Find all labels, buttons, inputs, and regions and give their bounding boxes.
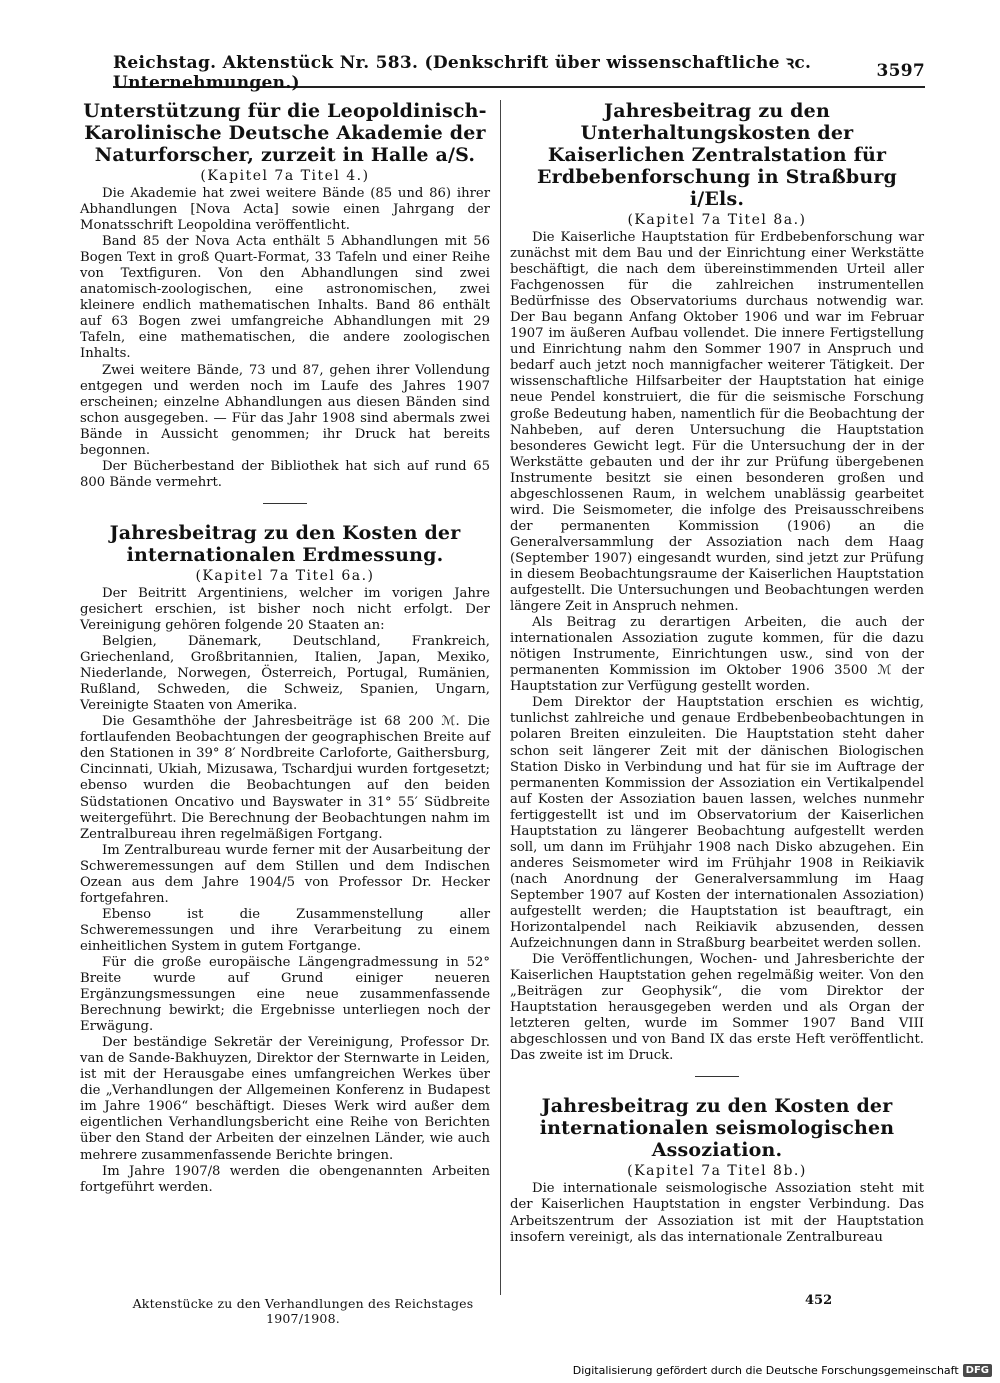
section-separator (263, 503, 307, 504)
section-reference: (Kapitel 7a Titel 6a.) (195, 567, 375, 584)
paragraph: Die Gesamthöhe der Jahresbeiträge ist 68 200 ℳ. Die fortlaufenden Beobachtungen der geographischen Breite auf den Stationen in 39° 8′ Nordbreite Carloforte, Gaithersburg, Cincinnati, Ukiah, Mizusawa, Tschardjui wurden fortgesetzt; ebenso wurden die Beobachtungen auf den beiden Südstationen Oncativo und Bayswater in 31° 55′ Südbreite weitergeführt. Die Berechnung der Beobachtungen nahm im Zentralbureau ihren regelmäßigen Fortgang. (80, 714, 490, 842)
paragraph: Band 85 der Nova Acta enthält 5 Abhandlungen mit 56 Bogen Text in groß Quart-Format, 33 Tafeln und einer Reihe von Textfiguren. Von den Abhandlungen sind zwei anatomisch-zoologischen, eine astronomischen, zwei kleinere endlich mathematischen Inhalts. Band 86 enthält auf 63 Bogen zwei umfangreiche Abhandlungen mit 29 Tafeln, eine mathematischen, die andere zoologischen Inhalts. (80, 234, 490, 362)
paragraph: Der Beitritt Argentiniens, welcher im vorigen Jahre gesichert erschien, ist bisher noch nicht erfolgt. Der Vereinigung gehören folgende 20 Staaten an: (80, 585, 490, 633)
header-title: Reichstag. Aktenstück Nr. 583. (Denkschrift über wissenschaftliche ꝛc. Unternehmungen.) (113, 52, 812, 93)
running-header (113, 52, 925, 93)
section-title-erdbebenforschung: Jahresbeitrag zu den Unterhaltungskosten der Kaiserlichen Zentralstation für Erdbebenforschung in Straßburg i/Els. (536, 100, 898, 210)
left-column (80, 100, 490, 1196)
paragraph: Im Zentralbureau wurde ferner mit der Ausarbeitung der Schweremessungen auf dem Stillen und dem Indischen Ozean aus dem Jahre 1904/5 von Professor Dr. Hecker fortgefahren. (80, 842, 490, 906)
right-column (510, 100, 924, 1246)
paragraph: Für die große europäische Längengradmessung in 52° Breite wurde auf Grund einiger neueren Ergänzungsmessungen eine neue zusammenfassende Berechnung bewirkt; die Ergebnisse unterliegen noch der Erwägung. (80, 954, 490, 1035)
dfg-logo-icon: DFG (963, 1364, 992, 1377)
paragraph: Die Veröffentlichungen, Wochen- und Jahresberichte der Kaiserlichen Hauptstation gehen regelmäßig weiter. Von den „Beiträgen zur Geophysik“, die vom Direktor der Hauptstation herausgegeben werden und als Organ der letzteren gelten, wurde im Sommer 1907 Band VIII abgeschlossen und von Band IX das erste Heft veröffentlicht. Das zweite ist im Druck. (510, 952, 924, 1064)
paragraph: Dem Direktor der Hauptstation erschien es wichtig, tunlichst zahlreiche und genaue Erdbebenbeobachtungen in polaren Breiten einzuleiten. Die Hauptstation steht daher schon seit längerer Zeit mit der dänischen Biologischen Station Disko in Verbindung und hat für sie im Auftrage der permanenten Kommission der Assoziation ein Vertikalpendel auf Kosten der Assoziation bauen lassen, welches nunmehr fertiggestellt ist und im Observatorium der Kaiserlichen Hauptstation zu längerer Beobachtung aufgestellt werden soll, um dann im Frühjahr 1908 nach Disko abzugehen. Ein anderes Seismometer wird im Frühjahr 1908 in Reikiavik (nach Anordnung der Generalversammlung im Haag September 1907 auf Kosten der internationalen Assoziation) aufgestellt werden; die Hauptstation ist beauftragt, ein Horizontalpendel nach Reikiavik abzusenden, dessen Aufzeichnungen dann in Straßburg bearbeitet werden sollen. (510, 695, 924, 952)
paragraph: Zwei weitere Bände, 73 und 87, gehen ihrer Vollendung entgegen und werden noch im Laufe des Jahres 1907 erscheinen; einzelne Abhandlungen aus diesen Bänden sind schon ausgegeben. — Für das Jahr 1908 sind abermals zwei Bände in Aussicht genommen; ihr Druck hat bereits begonnen. (80, 362, 490, 458)
section-title-akademie: Unterstützung für die Leopoldinisch-Karolinische Deutsche Akademie der Naturforscher, zurzeit in Halle a/S. (83, 100, 487, 166)
paragraph: Der Bücherbestand der Bibliothek hat sich auf rund 65 800 Bände vermehrt. (80, 458, 490, 490)
footer-note: Aktenstücke zu den Verhandlungen des Reichstages 1907/1908. (132, 1296, 474, 1326)
paragraph: Belgien, Dänemark, Deutschland, Frankreich, Griechenland, Großbritannien, Italien, Japan, Mexiko, Niederlande, Norwegen, Österreich, Portugal, Rumänien, Rußland, Schweden, die Schweiz, Spanien, Ungarn, Vereinigte Staaten von Amerika. (80, 634, 490, 714)
section-reference: (Kapitel 7a Titel 8b.) (627, 1163, 807, 1180)
paragraph: Die Akademie hat zwei weitere Bände (85 und 86) ihrer Abhandlungen [Nova Acta] sowie einen Jahrgang der Monatsschrift Leopoldina veröffentlicht. (80, 186, 490, 234)
paragraph: Die Kaiserliche Hauptstation für Erdbebenforschung war zunächst mit dem Bau und der Einrichtung einer Werkstätte beschäftigt, die nach dem übereinstimmenden Urteil aller Fachgenossen für die zahlreichen instrumentellen Bedürfnisse des Observatoriums durchaus notwendig war. Der Bau begann Anfang Oktober 1906 und war im Februar 1907 im äußeren Aufbau vollendet. Die innere Fertigstellung und Einrichtung nahm den Sommer 1907 in Anspruch und bedarf auch jetzt noch mannigfacher weiterer Tätigkeit. Der wissenschaftliche Hilfsarbeiter der Hauptstation hat einige neue Pendel konstruiert, die für die seismische Forschung große Bedeutung haben, namentlich für die Beobachtung der Nahbeben, auf deren Untersuchung die Hauptstation besonderes Gewicht legt. Für die Untersuchung der in der Werkstätte gebauten und der ihr zur Prüfung übergebenen Instrumente besitzt sie einen besonderen großen und abgeschlossenen Raum, in welchem unablässig gearbeitet wird. Die Seismometer, die infolge des Preisausschreibens der permanenten Kommission (1906) an die Generalversammlung der Assoziation nach dem Haag (September 1907) eingesandt wurden, sind jetzt zur Prüfung in diesem Beobachtungsraume der Kaiserlichen Hauptstation aufgestellt. Die Untersuchungen und Beobachtungen werden längere Zeit in Anspruch nehmen. (510, 230, 924, 615)
paragraph: Im Jahre 1907/8 werden die obengenannten Arbeiten fortgeführt werden. (80, 1163, 490, 1195)
page-number: 3597 (876, 61, 925, 81)
section-separator (695, 1076, 739, 1077)
section-title-erdmessung: Jahresbeitrag zu den Kosten der internationalen Erdmessung. (109, 521, 461, 566)
paragraph: Die internationale seismologische Assoziation steht mit der Kaiserlichen Hauptstation in engster Verbindung. Das Arbeitszentrum der Assoziation ist mit der Hauptstation insofern vereinigt, als das internationale Zentralbureau (510, 1181, 924, 1245)
paragraph: Der beständige Sekretär der Vereinigung, Professor Dr. van de Sande-Bakhuyzen, Direktor der Sternwarte in Leiden, ist mit der Herausgabe eines umfangreichen Werkes über die „Verhandlungen der Allgemeinen Konferenz in Budapest im Jahre 1906“ beschäftigt. Dieses Werk wird außer dem eigentlichen Verhandlungsbericht eine Reihe von Berichten über den Stand der Arbeiten der einzelnen Länder, wie auch mehrere zusammenfassende Berichte bringen. (80, 1035, 490, 1163)
digitization-text: Digitalisierung gefördert durch die Deutsche Forschungsgemeinschaft (572, 1364, 959, 1377)
digitization-credit (573, 1364, 992, 1377)
section-reference: (Kapitel 7a Titel 8a.) (627, 212, 807, 228)
section-reference: (Kapitel 7a Titel 4.) (200, 168, 370, 184)
paragraph: Ebenso ist die Zusammenstellung aller Schweremessungen und ihre Verarbeitung zu einem einheitlichen System in gutem Fortgange. (80, 906, 490, 954)
sheet-number: 452 (805, 1293, 833, 1308)
section-title-seismologische-assoziation: Jahresbeitrag zu den Kosten der internationalen seismologischen Assoziation. (539, 1095, 895, 1162)
paragraph: Als Beitrag zu derartigen Arbeiten, die auch der internationalen Assoziation zugute kommen, für die dazu nötigen Instrumente, Einrichtungen usw., sind von der permanenten Kommission im Oktober 1906 3500 ℳ der Hauptstation zur Verfügung gestellt worden. (510, 615, 924, 695)
column-divider (500, 100, 501, 1295)
